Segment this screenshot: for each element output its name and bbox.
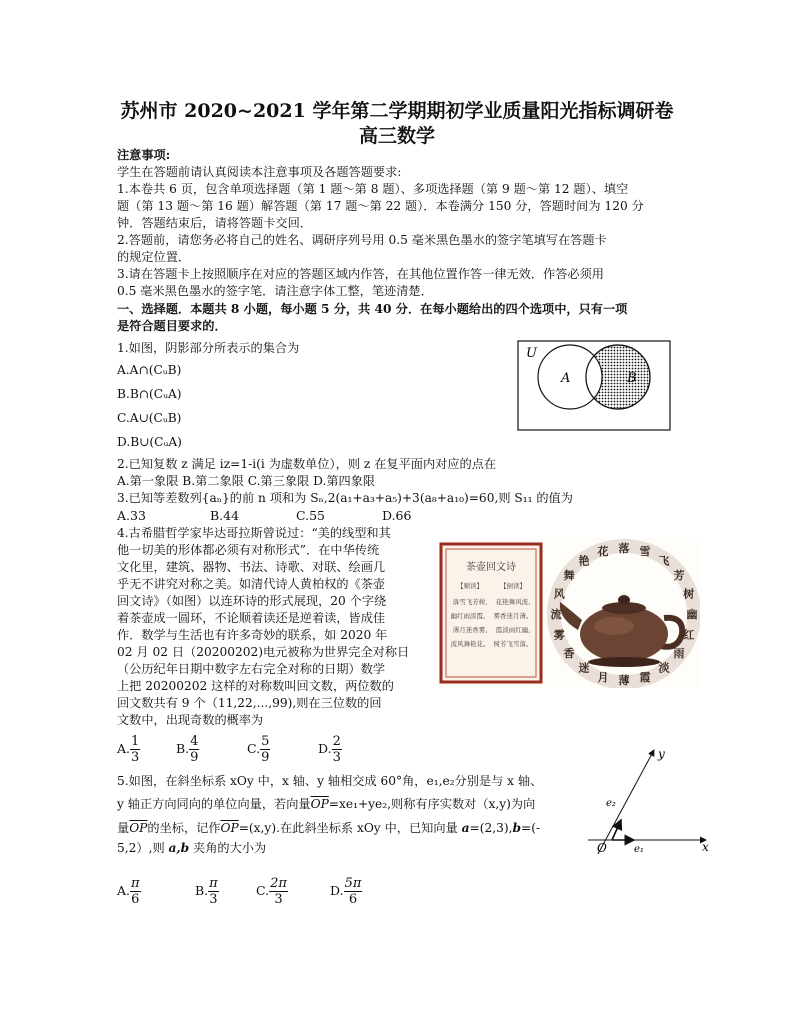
notice-heading: 注意事项:	[117, 148, 171, 162]
notice-line: 1.本卷共 6 页，包含单项选择题（第 1 题～第 8 题）、多项选择题（第 9 题～第 12 题）、填空	[117, 182, 629, 196]
q4-line: 回文诗》（如图）以连环诗的形式展现，20 个字绕	[117, 594, 387, 608]
q5-option-d: D. $\frac{5\pi}{6}$	[330, 876, 362, 907]
q4-line: 02 月 02 日（20200202)电元被称为世界完全对称日	[117, 645, 410, 659]
q3-option-b: B.44	[210, 508, 240, 523]
q2-stem: 2.已知复数 z 满足 iz=1-i(i 为虚数单位），则 z 在复平面内对应的点在	[117, 457, 497, 471]
notice-line: 0.5 毫米黑色墨水的签字笔．请注意字体工整，笔迹清楚．	[117, 284, 433, 298]
e1-label: e₁	[634, 844, 644, 855]
ring-character: 风	[553, 587, 565, 601]
poem-col2-line: 花艳舞风流,	[495, 598, 531, 606]
q1-option-c: C.A∪(CᵤB)	[117, 411, 182, 425]
poem-col2-line: 树芳飞雪落。	[493, 640, 533, 648]
q1-option-d: D.B∪(CᵤA)	[117, 435, 182, 449]
origin-label: O	[597, 841, 607, 855]
q3-stem: 3.已知等差数列{aₙ}的前 n 项和为 Sₙ,2(a₁+a₃+a₅)+3(a₈+a₁₀)=60,则 S₁₁ 的值为	[117, 491, 573, 505]
venn-label-b: B	[627, 371, 637, 386]
q4-line: 回文数共有 9 个（11,22,...,99),则在三位数的回	[117, 696, 382, 710]
ring-character: 飞	[658, 554, 670, 568]
page-title: 苏州市 2020~2021 学年第二学期期初学业质量阳光指标调研卷	[120, 100, 674, 122]
q4-line: 文数中，出现奇数的概率为	[117, 713, 264, 727]
ring-character: 树	[683, 587, 695, 601]
ring-character: 霞	[639, 670, 651, 684]
poem-col2-head: 【倒读】	[500, 582, 526, 590]
ring-character: 雨	[673, 646, 685, 660]
q5-option-b: B. $\frac{\pi}{3}$	[195, 876, 218, 907]
q5-line2: y 轴正方向同向的单位向量，若向量$\overline{OP}=xe_1+ye_2$,则称有序实数对（x,y)为向	[117, 797, 536, 811]
poem-col1-line: 薄月迷香雾,	[452, 626, 488, 634]
ring-character: 舞	[563, 569, 575, 583]
q3-option-d: D.66	[382, 508, 412, 523]
q4-option-b: B. $\frac{4}{9}$	[176, 734, 199, 765]
q1-option-b: B.B∩(CᵤA)	[117, 387, 182, 401]
q4-line: 他一切美的形体都必须有对称形式”．在中华传统	[117, 543, 380, 557]
q4-line: 文化里，建筑、器物、书法、诗歌、对联、绘画几	[117, 560, 386, 574]
ring-character: 迷	[578, 661, 590, 675]
q4-line: （公历纪年日期中数字左右完全对称的日期）数学	[117, 662, 386, 676]
poem-card-title: 茶壶回文诗	[466, 562, 516, 573]
notice-line: 的规定位置．	[117, 250, 191, 264]
q4-option-d: D. $\frac{2}{3}$	[318, 734, 341, 765]
q5-option-a: A. $\frac{\pi}{6}$	[117, 876, 140, 907]
q3-option-a: A.33	[117, 508, 146, 523]
poem-col1-head: 【顺读】	[457, 582, 483, 590]
poem-col2-line: 霞淡雨红幽,	[495, 626, 531, 634]
ring-character: 幽	[686, 608, 698, 621]
ring-character: 香	[563, 646, 575, 660]
ring-character: 雪	[639, 545, 651, 559]
e2-label: e₂	[606, 798, 616, 809]
page-subtitle: 高三数学	[358, 125, 435, 147]
ring-character: 月	[597, 670, 609, 684]
venn-label-a: A	[561, 371, 571, 386]
ring-character: 艳	[578, 554, 590, 568]
ring-character: 红	[683, 628, 695, 642]
notice-line: 3.请在答题卡上按照顺序在对应的答题区域内作答，在其他位置作答一律无效．作答必须用	[117, 267, 604, 281]
venn-label-u: U	[526, 346, 537, 361]
notice-line: 2.答题前，请您务必将自己的姓名、调研序列号用 0.5 毫米黑色墨水的签字笔填写在答题卡	[117, 233, 607, 247]
poem-col1-line: 流风舞艳花。	[450, 640, 490, 648]
q4-option-c: C. $\frac{5}{9}$	[247, 734, 270, 765]
e2-vector	[612, 820, 621, 840]
poem-col1-line: 幽红雨淡霞。	[450, 612, 490, 620]
ring-character: 花	[597, 545, 609, 559]
notice-line: 学生在答题前请认真阅读本注意事项及各题答题要求:	[117, 165, 402, 179]
axis-label-y: y	[658, 747, 665, 761]
q1-stem: 1.如图，阴影部分所表示的集合为	[117, 341, 300, 355]
q4-line: 着茶壶成一圆环，不论顺着读还是逆着读，皆成佳	[117, 611, 386, 625]
q4-line: 乎无不讲究对称之美。如清代诗人黄柏权的《茶壶	[117, 577, 386, 591]
ring-character: 雾	[553, 628, 565, 642]
q4-line: 4.古希腊哲学家毕达哥拉斯曾说过：“美的线型和其	[117, 526, 391, 540]
ring-character: 落	[618, 542, 630, 555]
section-heading: 一、选择题．本题共 8 小题，每小题 5 分，共 40 分．在每小题给出的四个选项中，只有一项	[117, 302, 628, 316]
ring-character: 淡	[658, 661, 670, 675]
q4-line: 上把 20200202 这样的对称数叫回文数，两位数的	[117, 679, 394, 693]
notice-line: 题（第 13 题～第 16 题）解答题（第 17 题～第 22 题）．本卷满分 150 分，答题时间为 120 分	[117, 199, 644, 213]
teapot-poem-picture	[438, 538, 700, 688]
q5-line1: 5.如图，在斜坐标系 xOy 中，x 轴、y 轴相交成 60°角，e₁,e₂分别是与 x 轴、	[117, 774, 543, 788]
q4-option-a: A. $\frac{1}{3}$	[117, 734, 140, 765]
q5-line4: 5,2）,则 a,b 夹角的大小为	[117, 841, 267, 855]
notice-line: 钟．答题结束后，请将答题卡交回．	[117, 216, 312, 230]
ring-character: 薄	[618, 674, 630, 687]
q3-option-c: C.55	[296, 508, 325, 523]
section-heading-cont: 是符合题目要求的．	[117, 319, 227, 333]
q5-line3: 量$\overline{OP}$的坐标，记作$\overline{OP}=(x,y)$.在此斜坐标系 xOy 中，已知向量 a=(2,3),b=(-	[117, 821, 541, 835]
poem-col1-line: 落雪飞芳树,	[452, 598, 488, 606]
oblique-axes-diagram	[588, 744, 718, 856]
q4-line: 作．数学与生活也有许多奇妙的联系，如 2020 年	[117, 628, 388, 642]
axis-label-x: x	[702, 840, 709, 854]
q5-option-c: C. $\frac{2\pi}{3}$	[256, 876, 287, 907]
q1-option-a: A.A∩(CᵤB)	[117, 363, 182, 377]
venn-diagram	[517, 340, 672, 432]
poem-col2-line: 雾香迷月薄。	[493, 612, 533, 620]
q2-options: A.第一象限 B.第二象限 C.第三象限 D.第四象限	[117, 474, 376, 488]
ring-character: 芳	[673, 569, 685, 583]
ring-character: 流	[550, 608, 562, 621]
